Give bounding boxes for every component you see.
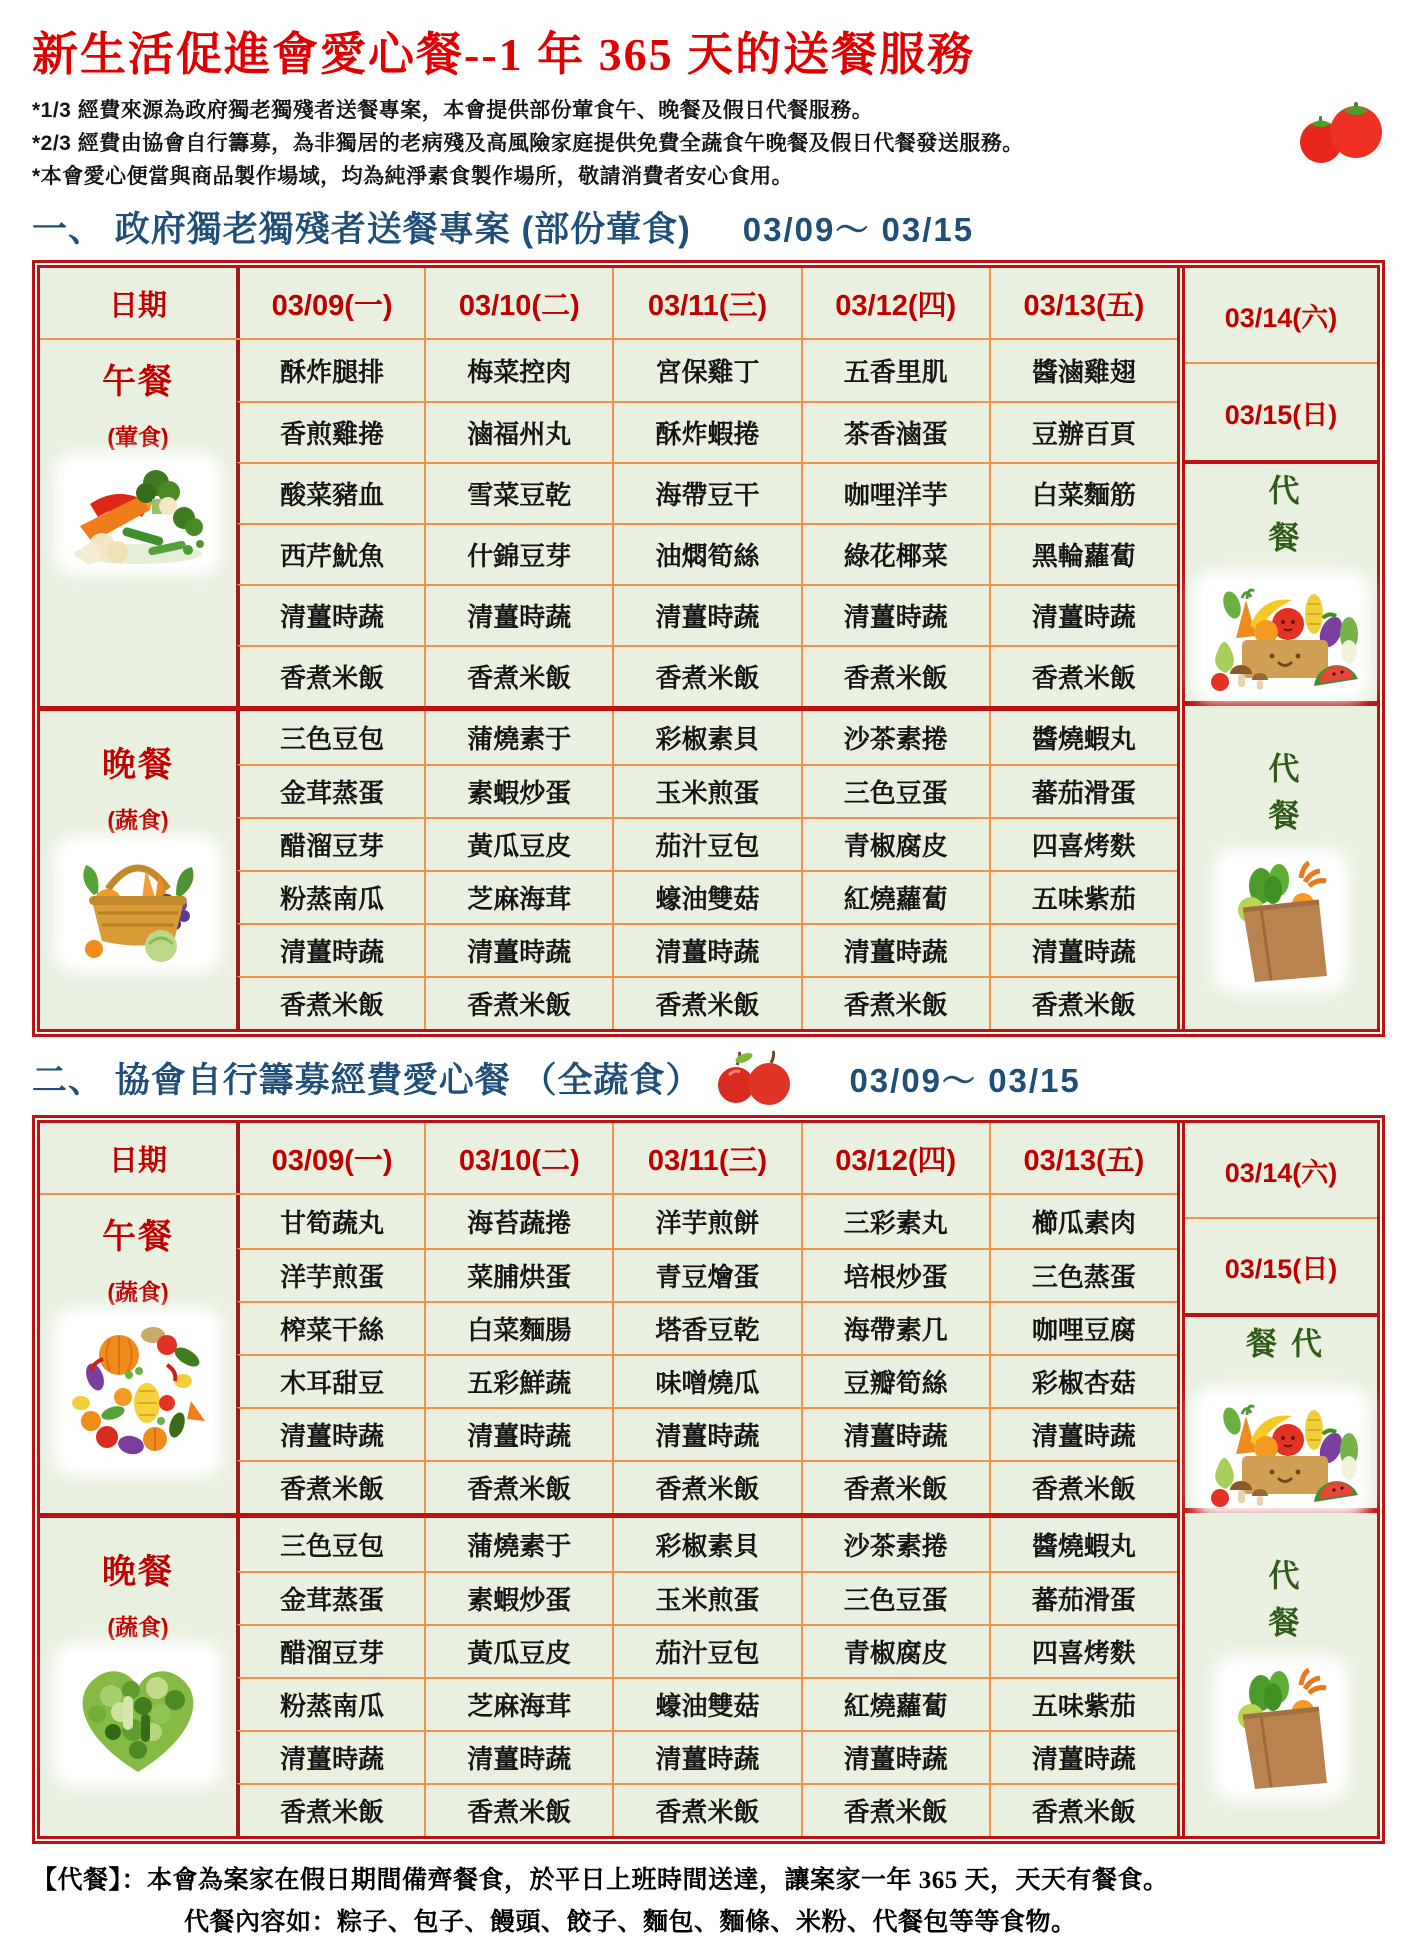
menu-item-cell: 香煮米飯 — [612, 645, 800, 706]
menu-item-cell: 豆辦百頁 — [989, 401, 1177, 462]
menu-item-cell: 香煮米飯 — [989, 645, 1177, 706]
menu-item-cell: 紅燒蘿蔔 — [801, 1677, 989, 1730]
menu-item-cell: 三色豆蛋 — [801, 764, 989, 817]
menu-item-cell: 青豆燴蛋 — [612, 1248, 800, 1301]
menu-item-cell: 白菜麵腸 — [424, 1301, 612, 1354]
menu-item-cell: 五味紫茄 — [989, 1677, 1177, 1730]
footer-note-2: 代餐內容如：粽子、包子、饅頭、餃子、麵包、麵條、米粉、代餐包等等食物。 — [184, 1909, 1077, 1936]
dinner-band — [40, 1513, 1177, 1836]
menu-item-cell: 塔香豆乾 — [612, 1301, 800, 1354]
menu-item-cell: 清薑時蔬 — [989, 1730, 1177, 1783]
diet-label: (蔬食) — [107, 807, 169, 833]
table-header-row — [40, 268, 1177, 340]
grocery-bag-image — [1223, 1665, 1339, 1791]
section-1-heading-row — [32, 202, 1385, 252]
menu-item-cell: 香煮米飯 — [989, 1460, 1177, 1513]
day-header: 03/11(三) — [612, 268, 800, 338]
diet-label: (蔬食) — [107, 1279, 169, 1305]
apple-icon — [711, 1049, 797, 1107]
lunch-band — [40, 1195, 1177, 1513]
diet-label: (蔬食) — [107, 1614, 169, 1640]
menu-item-cell: 醬燒蝦丸 — [989, 1518, 1177, 1571]
menu-item-cell: 五味紫茄 — [989, 870, 1177, 923]
menu-item-cell: 滷福州丸 — [424, 401, 612, 462]
menu-item-cell: 清薑時蔬 — [424, 1730, 612, 1783]
menu-item-cell: 玉米煎蛋 — [612, 764, 800, 817]
menu-item-cell: 香煮米飯 — [801, 976, 989, 1029]
menu-item-cell: 蒲燒素于 — [424, 711, 612, 764]
lunch-band — [40, 340, 1177, 706]
menu-item-cell: 彩椒素貝 — [612, 711, 800, 764]
menu-table-main — [40, 268, 1177, 1029]
meal-label: 晚餐 — [102, 1553, 174, 1591]
menu-item-cell: 醋溜豆芽 — [236, 817, 424, 870]
green-heart-image — [63, 1652, 213, 1778]
menu-item-cell: 咖哩豆腐 — [989, 1301, 1177, 1354]
menu-item-cell: 榨菜干絲 — [236, 1301, 424, 1354]
menu-item-cell: 西芹魷魚 — [236, 523, 424, 584]
menu-item-cell: 醬燒蝦丸 — [989, 711, 1177, 764]
section-1-title: 一、 政府獨老獨殘者送餐專案 (部份葷食) — [32, 210, 691, 249]
menu-item-cell: 香煮米飯 — [989, 1783, 1177, 1836]
day-header: 03/11(三) — [612, 1123, 800, 1193]
dinner-band — [40, 706, 1177, 1029]
menu-item-cell: 青椒腐皮 — [801, 1624, 989, 1677]
menu-item-cell: 彩椒杏菇 — [989, 1354, 1177, 1407]
menu-item-cell: 清薑時蔬 — [801, 1730, 989, 1783]
menu-item-cell: 梅菜控肉 — [424, 340, 612, 401]
menu-item-cell: 香煮米飯 — [236, 645, 424, 706]
menu-item-cell: 黃瓜豆皮 — [424, 817, 612, 870]
meal-label: 午餐 — [102, 363, 174, 401]
veggie-box-cartoon-image — [1202, 1396, 1360, 1508]
menu-item-cell: 香煮米飯 — [236, 1783, 424, 1836]
meal-label: 晚餐 — [102, 746, 174, 784]
menu-item-cell: 清薑時蔬 — [236, 1730, 424, 1783]
substitute-meal-cell — [1185, 706, 1377, 1029]
table-header-row — [40, 1123, 1177, 1195]
menu-item-cell: 三彩素丸 — [801, 1195, 989, 1248]
footer-note-1: 【代餐】：本會為案家在假日期間備齊餐食，於平日上班時間送達，讓案家一年 365 天，天天有餐食。 — [32, 1867, 1169, 1894]
menu-item-cell: 茶香滷蛋 — [801, 401, 989, 462]
menu-item-cell: 香煮米飯 — [612, 1460, 800, 1513]
menu-item-cell: 青椒腐皮 — [801, 817, 989, 870]
menu-item-cell: 綠花椰菜 — [801, 523, 989, 584]
weekend-column — [1177, 268, 1377, 1029]
substitute-label: 代餐 — [1263, 1558, 1299, 1653]
fruit-basket-image — [64, 845, 212, 963]
menu-item-cell: 香煎雞捲 — [236, 401, 424, 462]
day-header: 03/10(二) — [424, 1123, 612, 1193]
menu-item-cell: 清薑時蔬 — [236, 584, 424, 645]
menu-item-cell: 宮保雞丁 — [612, 340, 800, 401]
day-header: 03/12(四) — [801, 268, 989, 338]
menu-item-cell: 玉米煎蛋 — [612, 1571, 800, 1624]
sunday-date: 03/15(日) — [1185, 364, 1377, 464]
substitute-meal-cell — [1185, 1317, 1377, 1513]
menu-item-cell: 清薑時蔬 — [424, 584, 612, 645]
menu-item-cell: 清薑時蔬 — [612, 584, 800, 645]
menu-item-cell: 酸菜豬血 — [236, 462, 424, 523]
menu-item-cell: 三色豆包 — [236, 711, 424, 764]
lunch-label-cell — [40, 1195, 236, 1513]
menu-item-cell: 清薑時蔬 — [801, 584, 989, 645]
menu-item-cell: 香煮米飯 — [424, 976, 612, 1029]
menu-item-cell: 培根炒蛋 — [801, 1248, 989, 1301]
menu-item-cell: 雪菜豆乾 — [424, 462, 612, 523]
page-title: 新生活促進會愛心餐--1 年 365 天的送餐服務 — [32, 29, 976, 80]
menu-item-cell: 沙茶素捲 — [801, 1518, 989, 1571]
menu-item-cell: 彩椒素貝 — [612, 1518, 800, 1571]
menu-item-cell: 洋芋煎蛋 — [236, 1248, 424, 1301]
menu-item-cell: 香煮米飯 — [801, 645, 989, 706]
section-2-heading-row — [32, 1049, 1385, 1107]
menu-item-cell: 金茸蒸蛋 — [236, 764, 424, 817]
menu-item-cell: 醬滷雞翅 — [989, 340, 1177, 401]
menu-item-cell: 黃瓜豆皮 — [424, 1624, 612, 1677]
vegetable-circle-image — [63, 1317, 213, 1467]
menu-item-cell: 什錦豆芽 — [424, 523, 612, 584]
menu-item-cell: 茄汁豆包 — [612, 1624, 800, 1677]
menu-item-cell: 紅燒蘿蔔 — [801, 870, 989, 923]
date-column-header: 日期 — [40, 268, 236, 338]
menu-item-cell: 木耳甜豆 — [236, 1354, 424, 1407]
menu-item-cell: 粉蒸南瓜 — [236, 870, 424, 923]
menu-item-cell: 香煮米飯 — [801, 1460, 989, 1513]
menu-item-cell: 海帶素几 — [801, 1301, 989, 1354]
menu-item-cell: 咖哩洋芋 — [801, 462, 989, 523]
menu-item-cell: 芝麻海茸 — [424, 870, 612, 923]
menu-item-cell: 清薑時蔬 — [612, 923, 800, 976]
menu-item-cell: 蕃茄滑蛋 — [989, 1571, 1177, 1624]
menu-item-cell: 蒲燒素于 — [424, 1518, 612, 1571]
day-header: 03/13(五) — [989, 1123, 1177, 1193]
menu-item-cell: 油燜筍絲 — [612, 523, 800, 584]
menu-item-cell: 粉蒸南瓜 — [236, 1677, 424, 1730]
day-header: 03/09(一) — [236, 1123, 424, 1193]
menu-table-government — [32, 260, 1385, 1037]
menu-item-cell: 味噌燒瓜 — [612, 1354, 800, 1407]
substitute-label: 代餐 — [1263, 473, 1299, 568]
substitute-meal-cell — [1185, 464, 1377, 706]
menu-table-main — [40, 1123, 1177, 1836]
menu-item-cell: 白菜麵筋 — [989, 462, 1177, 523]
menu-item-cell: 芝麻海茸 — [424, 1677, 612, 1730]
menu-item-cell: 清薑時蔬 — [801, 923, 989, 976]
menu-item-cell: 香煮米飯 — [612, 976, 800, 1029]
menu-item-cell: 素蝦炒蛋 — [424, 764, 612, 817]
menu-item-cell: 三色豆蛋 — [801, 1571, 989, 1624]
menu-item-cell: 清薑時蔬 — [612, 1407, 800, 1460]
menu-item-cell: 海帶豆干 — [612, 462, 800, 523]
menu-item-cell: 清薑時蔬 — [424, 1407, 612, 1460]
menu-item-cell: 茄汁豆包 — [612, 817, 800, 870]
lunch-label-cell — [40, 340, 236, 706]
saturday-date: 03/14(六) — [1185, 268, 1377, 364]
menu-item-cell: 蠔油雙菇 — [612, 1677, 800, 1730]
menu-item-cell: 清薑時蔬 — [989, 1407, 1177, 1460]
menu-item-cell: 清薑時蔬 — [801, 1407, 989, 1460]
menu-item-cell: 素蝦炒蛋 — [424, 1571, 612, 1624]
menu-item-cell: 櫛瓜素肉 — [989, 1195, 1177, 1248]
menu-item-cell: 沙茶素捲 — [801, 711, 989, 764]
menu-item-cell: 醋溜豆芽 — [236, 1624, 424, 1677]
saturday-date: 03/14(六) — [1185, 1123, 1377, 1219]
menu-item-cell: 香煮米飯 — [236, 976, 424, 1029]
menu-item-cell: 五彩鮮蔬 — [424, 1354, 612, 1407]
menu-item-cell: 酥炸腿排 — [236, 340, 424, 401]
vegetable-mix-image — [64, 462, 212, 566]
menu-item-cell: 香煮米飯 — [989, 976, 1177, 1029]
day-header: 03/13(五) — [989, 268, 1177, 338]
grocery-bag-image — [1223, 858, 1339, 984]
menu-item-cell: 蕃茄滑蛋 — [989, 764, 1177, 817]
section-2-title: 二、 協會自行籌募經費愛心餐 （全蔬食） — [32, 1061, 702, 1100]
substitute-meal-cell — [1185, 1513, 1377, 1836]
substitute-label: 代餐 — [1263, 751, 1299, 846]
sunday-date: 03/15(日) — [1185, 1219, 1377, 1317]
footer-notes — [32, 1860, 1385, 1938]
menu-item-cell: 豆瓣筍絲 — [801, 1354, 989, 1407]
menu-item-cell: 五香里肌 — [801, 340, 989, 401]
weekend-column — [1177, 1123, 1377, 1836]
menu-item-cell: 三色蒸蛋 — [989, 1248, 1177, 1301]
menu-item-cell: 香煮米飯 — [424, 645, 612, 706]
dinner-label-cell — [40, 1518, 236, 1836]
day-header: 03/10(二) — [424, 268, 612, 338]
menu-item-cell: 清薑時蔬 — [989, 584, 1177, 645]
menu-table-association — [32, 1115, 1385, 1844]
menu-item-cell: 金茸蒸蛋 — [236, 1571, 424, 1624]
menu-item-cell: 清薑時蔬 — [236, 923, 424, 976]
section-2-date-range: 03/09～ 03/15 — [849, 1061, 1081, 1099]
menu-item-cell: 清薑時蔬 — [424, 923, 612, 976]
menu-item-cell: 洋芋煎餅 — [612, 1195, 800, 1248]
section-1-date-range: 03/09～ 03/15 — [742, 210, 975, 248]
date-column-header: 日期 — [40, 1123, 236, 1193]
menu-item-cell: 菜脯烘蛋 — [424, 1248, 612, 1301]
menu-item-cell: 清薑時蔬 — [612, 1730, 800, 1783]
menu-item-cell: 黑輪蘿蔔 — [989, 523, 1177, 584]
menu-item-cell: 甘筍蔬丸 — [236, 1195, 424, 1248]
menu-item-cell: 四喜烤麩 — [989, 1624, 1177, 1677]
intro-note-1: *1/3 經費來源為政府獨老獨殘者送餐專案，本會提供部份葷食午、晚餐及假日代餐服務。 — [32, 99, 874, 122]
day-header: 03/12(四) — [801, 1123, 989, 1193]
intro-note-3: *本會愛心便當與商品製作場域，均為純淨素食製作場所，敬請消費者安心食用。 — [32, 165, 794, 188]
veggie-box-cartoon-image — [1202, 580, 1360, 692]
menu-item-cell: 香煮米飯 — [236, 1460, 424, 1513]
menu-item-cell: 蠔油雙菇 — [612, 870, 800, 923]
dinner-label-cell — [40, 711, 236, 1029]
tomato-icon — [1287, 92, 1387, 168]
menu-item-cell: 四喜烤麩 — [989, 817, 1177, 870]
menu-item-cell: 海苔蔬捲 — [424, 1195, 612, 1248]
substitute-label: 代餐 — [1241, 1327, 1321, 1374]
menu-item-cell: 清薑時蔬 — [236, 1407, 424, 1460]
menu-item-cell: 酥炸蝦捲 — [612, 401, 800, 462]
menu-item-cell: 三色豆包 — [236, 1518, 424, 1571]
meal-label: 午餐 — [102, 1218, 174, 1256]
menu-item-cell: 清薑時蔬 — [989, 923, 1177, 976]
diet-label: (葷食) — [107, 424, 169, 450]
menu-item-cell: 香煮米飯 — [424, 1783, 612, 1836]
menu-item-cell: 香煮米飯 — [801, 1783, 989, 1836]
intro-note-2: *2/3 經費由協會自行籌募，為非獨居的老病殘及高風險家庭提供免費全蔬食午晚餐及假日代餐發送服務。 — [32, 132, 1024, 155]
day-header: 03/09(一) — [236, 268, 424, 338]
intro-notes — [32, 94, 1385, 190]
menu-item-cell: 香煮米飯 — [612, 1783, 800, 1836]
menu-item-cell: 香煮米飯 — [424, 1460, 612, 1513]
